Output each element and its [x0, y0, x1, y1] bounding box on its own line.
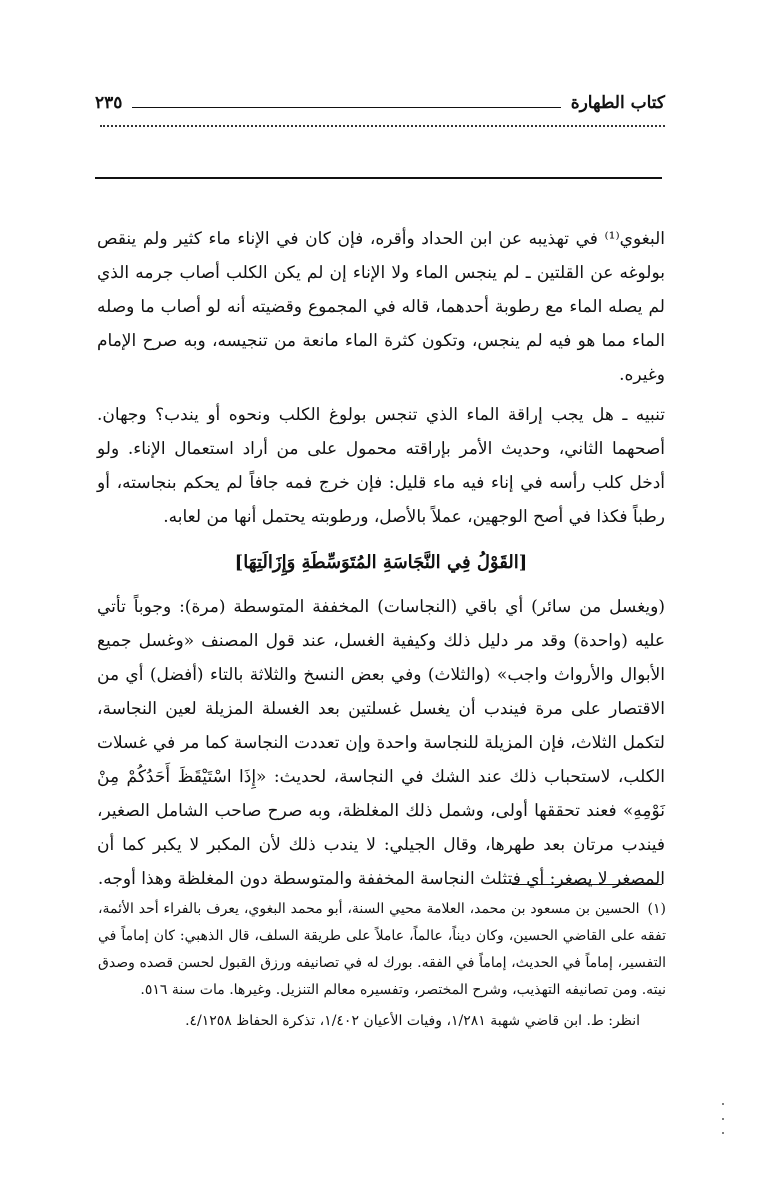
header-rule — [132, 99, 560, 108]
scan-speck — [722, 1103, 724, 1105]
main-text — [97, 222, 665, 896]
section-heading: [القَوْلُ فِي النَّجَاسَةِ المُتَوَسِّطَةِ وَإِزَالَتِهَا] — [234, 552, 528, 573]
footnote-text: الحسين بن مسعود بن محمد، العلامة محيي السنة، أبو محمد البغوي، يعرف بالفراء أحد الأئمة، تفقه على القاضي الحسين، وكان ديناً، عالماً، عاملاً على طريقة السلف، قال الذهبي: كان إماماً في التفسير، إماماً في الحديث، إماماً في الفقه. بورك له في تصانيفه ورزق القبول لحسن قصده وصدق نيته. ومن تصانيفه التهذيب، وشرح المختصر، وتفسيره معالم التنزيل. وغيرها. مات سنة ٥١٦. — [98, 901, 666, 998]
paragraph: (ويغسل من سائر) أي باقي (النجاسات) المخففة المتوسطة (مرة): وجوباً تأتي عليه (واحدة) وقد مر دليل ذلك وكيفية الغسل، عند قول المصنف «وغسل جميع الأبوال والأرواث واجب» (والثلاث) وفي بعض النسخ والثلاثة بالتاء (أفضل) أي من الاقتصار على مرة فيندب أن يغسل غسلتين بعد الغسلة المزيلة لعين النجاسة، لتكمل الثلاث، فإن المزيلة للنجاسة واحدة وإن تعددت النجاسة كما مر في غسلات الكلب، لاستحباب ذلك عند الشك في النجاسة، لحديث: «إِذَا اسْتَيْقَظَ أَحَدُكُمْ مِنْ نَوْمِهِ» فعند تحققها أولى، وشمل ذلك المغلظة، وبه صرح صاحب الشامل الصغير، فيندب مرتان بعد طهرها، وقال الجيلي: لا يندب ذلك لأن المكبر لا يكبر كما أن المصغر لا يصغر: أي فتثلث النجاسة المخففة والمتوسطة دون المغلظة وهذا أوجه. — [97, 597, 665, 889]
paragraph: تنبيه ـ هل يجب إراقة الماء الذي تنجس بولوغ الكلب ونحوه أو يندب؟ وجهان. أصحهما الثاني، وحديث الأمر بإراقته محمول على من أراد استعمال الإناء. ولو أدخل كلب رأسه في إناء فيه ماء قليل: فإن خرج فمه جافاً لم يحكم بنجاسته، أو رطباً فكذا في أصح الوجهين، عملاً بالأصل، ورطوبته يحتمل أنها من لعابه. — [97, 405, 665, 527]
footnote-marker: (١) — [647, 901, 666, 917]
footnote-rule — [512, 884, 662, 885]
dotted-separator — [100, 125, 665, 127]
running-header — [95, 88, 665, 118]
scan-speck — [722, 1132, 724, 1134]
footnote — [98, 896, 666, 1004]
footnote-reference: انظر: ط. ابن قاضي شهبة ١/٢٨١، وفيات الأعيان ١/٤٠٢، تذكرة الحفاظ ٤/١٢٥٨. — [185, 1013, 640, 1029]
page-number: ٢٣٥ — [95, 93, 123, 113]
paragraph: البغوي⁽¹⁾ في تهذيبه عن ابن الحداد وأقره، فإن كان في الإناء ماء كثير ولم ينقص بولوغه عن القلتين ـ لم ينجس الماء ولا الإناء إن لم يكن الكلب أصاب جرمه الذي لم يصله الماء مع رطوبة أحدهما، قاله في المجموع وقضيته أنه لو أصاب ما وصله الماء مما هو فيه لم ينجس، وتكون كثرة الماء مانعة من تنجيسه، وبه صرح الإمام وغيره. — [97, 229, 665, 385]
chapter-title: كتاب الطهارة — [570, 93, 665, 113]
top-rule — [95, 177, 662, 179]
footnotes — [98, 896, 666, 1035]
scan-speck — [722, 1118, 724, 1120]
